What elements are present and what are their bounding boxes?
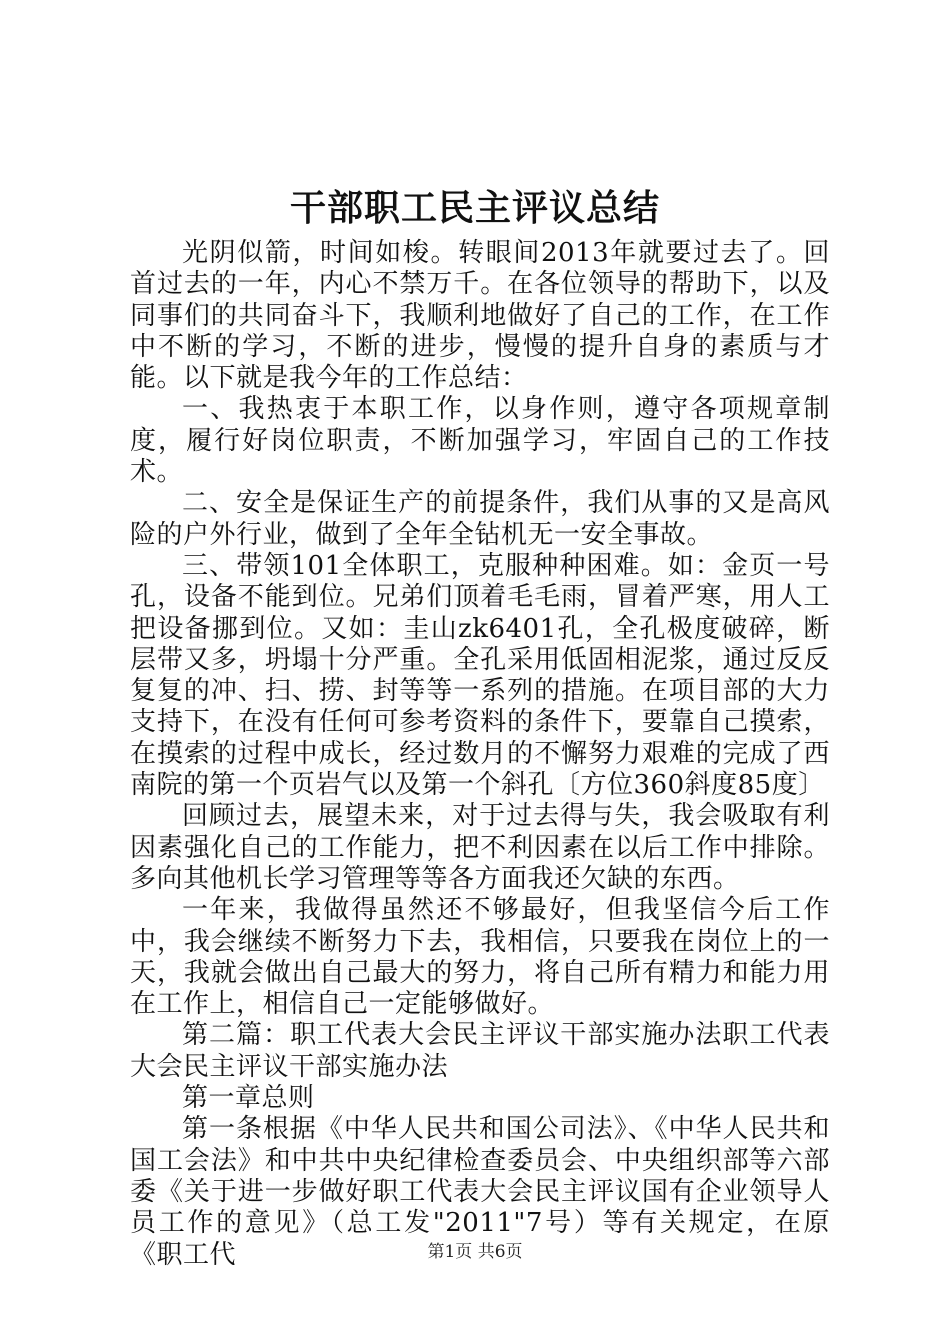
paragraph: 回顾过去，展望未来，对于过去得与失，我会吸取有利因素强化自己的工作能力，把不利因素在以后工作中排除。多向其他机长学习管理等等各方面我还欠缺的东西。 <box>130 801 830 894</box>
paragraph: 一年来，我做得虽然还不够最好，但我坚信今后工作中，我会继续不断努力下去，我相信，只要我在岗位上的一天，我就会做出自己最大的努力，将自己所有精力和能力用在工作上，相信自己一定能够做好。 <box>130 895 830 1020</box>
document-body <box>130 238 830 1271</box>
page-number-footer: 第1页 共6页 <box>427 1242 523 1262</box>
paragraph: 光阴似箭，时间如梭。转眼间2013年就要过去了。回首过去的一年，内心不禁万千。在各位领导的帮助下，以及同事们的共同奋斗下，我顺利地做好了自己的工作，在工作中不断的学习，不断的进步，慢慢的提升自身的素质与才能。以下就是我今年的工作总结： <box>130 238 830 394</box>
paragraph: 第一条根据《中华人民共和国公司法》、《中华人民共和国工会法》和中共中央纪律检查委员会、中央组织部等六部委《关于进一步做好职工代表大会民主评议国有企业领导人员工作的意见》（总工发"2011"7号）等有关规定，在原《职工代 <box>130 1114 830 1270</box>
paragraph: 第二篇：职工代表大会民主评议干部实施办法职工代表大会民主评议干部实施办法 <box>130 1020 830 1082</box>
paragraph: 三、带领101全体职工，克服种种困难。如：金页一号孔，设备不能到位。兄弟们顶着毛毛雨，冒着严寒，用人工把设备挪到位。又如：圭山zk6401孔，全孔极度破碎，断层带又多，坍塌十分严重。全孔采用低固相泥浆，通过反反复复的冲、扫、捞、封等等一系列的措施。在项目部的大力支持下，在没有任何可参考资料的条件下，要靠自己摸索，在摸索的过程中成长，经过数月的不懈努力艰难的完成了西南院的第一个页岩气以及第一个斜孔〔方位360斜度85度〕 <box>130 550 830 801</box>
paragraph: 二、安全是保证生产的前提条件，我们从事的又是高风险的户外行业，做到了全年全钻机无一安全事故。 <box>130 488 830 550</box>
paragraph: 一、我热衷于本职工作，以身作则，遵守各项规章制度，履行好岗位职责，不断加强学习，牢固自己的工作技术。 <box>130 394 830 488</box>
paragraph: 第一章总则 <box>182 1083 315 1114</box>
document-title: 干部职工民主评议总结 <box>289 187 660 229</box>
